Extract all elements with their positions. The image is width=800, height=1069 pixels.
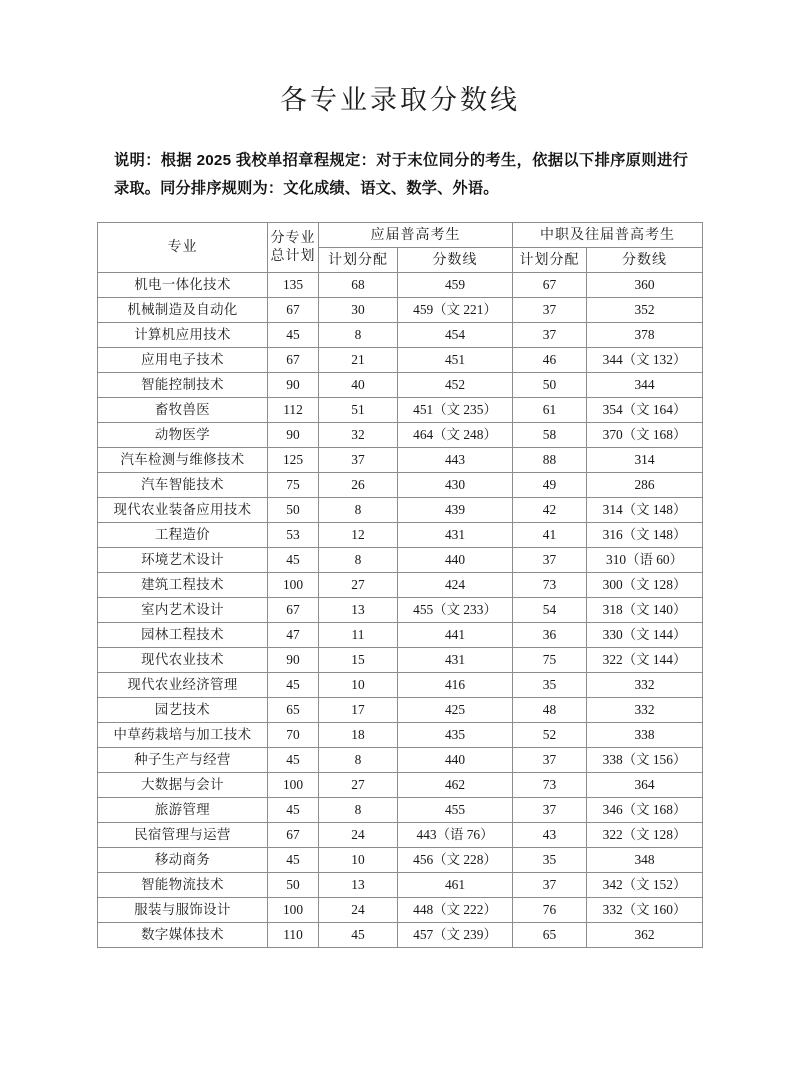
- cell-major: 现代农业经济管理: [98, 673, 268, 698]
- cell-total: 90: [268, 423, 319, 448]
- cell-major: 园艺技术: [98, 698, 268, 723]
- table-row: [98, 573, 703, 598]
- cell-major: 现代农业技术: [98, 648, 268, 673]
- cell-score-fresh: 451: [398, 348, 513, 373]
- cell-score-voc: 330（文 144）: [587, 623, 703, 648]
- cell-score-fresh: 451（文 235）: [398, 398, 513, 423]
- cell-score-fresh: 431: [398, 648, 513, 673]
- cell-major: 园林工程技术: [98, 623, 268, 648]
- cell-plan-fresh: 11: [319, 623, 398, 648]
- cell-plan-fresh: 45: [319, 923, 398, 948]
- cell-score-voc: 300（文 128）: [587, 573, 703, 598]
- cell-score-fresh: 441: [398, 623, 513, 648]
- cell-score-voc: 316（文 148）: [587, 523, 703, 548]
- cell-total: 45: [268, 748, 319, 773]
- admission-score-table: [97, 222, 703, 948]
- cell-score-fresh: 462: [398, 773, 513, 798]
- header-total-plan: 分专业总计划: [268, 223, 319, 273]
- cell-score-fresh: 459: [398, 273, 513, 298]
- table-row: [98, 923, 703, 948]
- cell-plan-voc: 46: [513, 348, 587, 373]
- cell-plan-voc: 37: [513, 798, 587, 823]
- cell-total: 45: [268, 848, 319, 873]
- header-voc-plan-alloc: 计划分配: [513, 248, 587, 273]
- cell-score-voc: 314（文 148）: [587, 498, 703, 523]
- cell-score-fresh: 464（文 248）: [398, 423, 513, 448]
- cell-plan-fresh: 24: [319, 898, 398, 923]
- cell-score-fresh: 425: [398, 698, 513, 723]
- table-row: [98, 398, 703, 423]
- cell-total: 75: [268, 473, 319, 498]
- cell-major: 现代农业装备应用技术: [98, 498, 268, 523]
- header-fresh-plan-alloc: 计划分配: [319, 248, 398, 273]
- page-title: 各专业录取分数线: [280, 85, 520, 115]
- table-row: [98, 648, 703, 673]
- cell-score-voc: 322（文 128）: [587, 823, 703, 848]
- cell-plan-fresh: 10: [319, 673, 398, 698]
- table-row: [98, 298, 703, 323]
- cell-score-fresh: 461: [398, 873, 513, 898]
- cell-plan-fresh: 8: [319, 323, 398, 348]
- cell-plan-fresh: 17: [319, 698, 398, 723]
- cell-total: 90: [268, 648, 319, 673]
- table-row: [98, 748, 703, 773]
- cell-score-fresh: 455: [398, 798, 513, 823]
- cell-plan-voc: 37: [513, 298, 587, 323]
- cell-plan-voc: 43: [513, 823, 587, 848]
- table-row: [98, 598, 703, 623]
- cell-total: 53: [268, 523, 319, 548]
- cell-plan-fresh: 30: [319, 298, 398, 323]
- cell-score-fresh: 424: [398, 573, 513, 598]
- cell-plan-voc: 37: [513, 748, 587, 773]
- cell-plan-voc: 37: [513, 873, 587, 898]
- header-major: 专业: [98, 223, 268, 273]
- cell-plan-fresh: 8: [319, 748, 398, 773]
- cell-score-fresh: 439: [398, 498, 513, 523]
- cell-score-fresh: 454: [398, 323, 513, 348]
- cell-total: 100: [268, 773, 319, 798]
- cell-total: 67: [268, 348, 319, 373]
- cell-major: 智能物流技术: [98, 873, 268, 898]
- cell-total: 45: [268, 323, 319, 348]
- cell-score-fresh: 416: [398, 673, 513, 698]
- cell-score-fresh: 459（文 221）: [398, 298, 513, 323]
- table-row: [98, 448, 703, 473]
- cell-score-voc: 344: [587, 373, 703, 398]
- cell-total: 67: [268, 823, 319, 848]
- cell-score-voc: 342（文 152）: [587, 873, 703, 898]
- cell-score-fresh: 456（文 228）: [398, 848, 513, 873]
- cell-total: 100: [268, 898, 319, 923]
- cell-plan-voc: 76: [513, 898, 587, 923]
- cell-plan-voc: 48: [513, 698, 587, 723]
- header-voc-score-line: 分数线: [587, 248, 703, 273]
- cell-plan-voc: 54: [513, 598, 587, 623]
- table-row: [98, 723, 703, 748]
- cell-total: 67: [268, 598, 319, 623]
- cell-plan-fresh: 26: [319, 473, 398, 498]
- cell-total: 45: [268, 548, 319, 573]
- cell-total: 135: [268, 273, 319, 298]
- cell-plan-voc: 35: [513, 848, 587, 873]
- table-body: [98, 273, 703, 948]
- table-row: [98, 898, 703, 923]
- cell-major: 机电一体化技术: [98, 273, 268, 298]
- cell-major: 应用电子技术: [98, 348, 268, 373]
- cell-plan-voc: 61: [513, 398, 587, 423]
- cell-score-fresh: 440: [398, 548, 513, 573]
- cell-score-voc: 352: [587, 298, 703, 323]
- cell-total: 100: [268, 573, 319, 598]
- cell-plan-voc: 75: [513, 648, 587, 673]
- cell-plan-voc: 37: [513, 323, 587, 348]
- cell-score-voc: 286: [587, 473, 703, 498]
- table-row: [98, 348, 703, 373]
- cell-plan-fresh: 27: [319, 773, 398, 798]
- header-group-vocational: 中职及往届普高考生: [513, 223, 703, 248]
- cell-score-voc: 314: [587, 448, 703, 473]
- cell-plan-fresh: 8: [319, 548, 398, 573]
- cell-plan-fresh: 32: [319, 423, 398, 448]
- cell-score-voc: 338（文 156）: [587, 748, 703, 773]
- cell-major: 工程造价: [98, 523, 268, 548]
- cell-major: 动物医学: [98, 423, 268, 448]
- cell-total: 45: [268, 798, 319, 823]
- cell-plan-voc: 49: [513, 473, 587, 498]
- cell-plan-voc: 73: [513, 773, 587, 798]
- cell-total: 50: [268, 873, 319, 898]
- cell-score-fresh: 443: [398, 448, 513, 473]
- cell-plan-voc: 36: [513, 623, 587, 648]
- cell-major: 汽车检测与维修技术: [98, 448, 268, 473]
- cell-total: 45: [268, 673, 319, 698]
- cell-plan-fresh: 8: [319, 798, 398, 823]
- cell-plan-voc: 41: [513, 523, 587, 548]
- table-row: [98, 373, 703, 398]
- cell-score-voc: 370（文 168）: [587, 423, 703, 448]
- header-group-fresh: 应届普高考生: [319, 223, 513, 248]
- cell-plan-fresh: 21: [319, 348, 398, 373]
- cell-score-fresh: 443（语 76）: [398, 823, 513, 848]
- cell-major: 中草药栽培与加工技术: [98, 723, 268, 748]
- table-row: [98, 273, 703, 298]
- cell-plan-fresh: 10: [319, 848, 398, 873]
- table-header-row-1: [98, 223, 703, 248]
- cell-total: 125: [268, 448, 319, 473]
- cell-plan-voc: 50: [513, 373, 587, 398]
- table-row: [98, 323, 703, 348]
- cell-plan-fresh: 18: [319, 723, 398, 748]
- document-note: 说明：根据 2025 我校单招章程规定：对于末位同分的考生，依据以下排序原则进行录取。同分排序规则为：文化成绩、语文、数学、外语。: [114, 152, 688, 198]
- cell-major: 种子生产与经营: [98, 748, 268, 773]
- cell-score-voc: 346（文 168）: [587, 798, 703, 823]
- cell-plan-voc: 35: [513, 673, 587, 698]
- cell-score-fresh: 435: [398, 723, 513, 748]
- cell-score-fresh: 440: [398, 748, 513, 773]
- cell-plan-voc: 67: [513, 273, 587, 298]
- cell-plan-fresh: 40: [319, 373, 398, 398]
- cell-plan-fresh: 15: [319, 648, 398, 673]
- cell-score-voc: 360: [587, 273, 703, 298]
- table-row: [98, 848, 703, 873]
- cell-plan-voc: 73: [513, 573, 587, 598]
- cell-score-fresh: 455（文 233）: [398, 598, 513, 623]
- cell-score-fresh: 430: [398, 473, 513, 498]
- cell-major: 畜牧兽医: [98, 398, 268, 423]
- cell-plan-voc: 52: [513, 723, 587, 748]
- cell-plan-fresh: 27: [319, 573, 398, 598]
- cell-total: 70: [268, 723, 319, 748]
- cell-plan-fresh: 13: [319, 598, 398, 623]
- cell-score-voc: 354（文 164）: [587, 398, 703, 423]
- header-fresh-score-line: 分数线: [398, 248, 513, 273]
- cell-score-fresh: 431: [398, 523, 513, 548]
- cell-major: 室内艺术设计: [98, 598, 268, 623]
- table-header: [98, 223, 703, 273]
- cell-score-voc: 362: [587, 923, 703, 948]
- cell-score-voc: 332（文 160）: [587, 898, 703, 923]
- cell-plan-voc: 58: [513, 423, 587, 448]
- table-row: [98, 698, 703, 723]
- cell-major: 环境艺术设计: [98, 548, 268, 573]
- cell-score-voc: 332: [587, 698, 703, 723]
- table-row: [98, 623, 703, 648]
- cell-major: 移动商务: [98, 848, 268, 873]
- cell-plan-fresh: 13: [319, 873, 398, 898]
- cell-total: 65: [268, 698, 319, 723]
- cell-score-fresh: 452: [398, 373, 513, 398]
- table-row: [98, 498, 703, 523]
- cell-major: 建筑工程技术: [98, 573, 268, 598]
- cell-score-voc: 338: [587, 723, 703, 748]
- cell-total: 110: [268, 923, 319, 948]
- table-row: [98, 473, 703, 498]
- cell-major: 民宿管理与运营: [98, 823, 268, 848]
- cell-plan-fresh: 12: [319, 523, 398, 548]
- cell-score-voc: 378: [587, 323, 703, 348]
- cell-plan-fresh: 51: [319, 398, 398, 423]
- cell-score-voc: 344（文 132）: [587, 348, 703, 373]
- cell-major: 旅游管理: [98, 798, 268, 823]
- cell-plan-voc: 37: [513, 548, 587, 573]
- cell-total: 112: [268, 398, 319, 423]
- cell-plan-fresh: 8: [319, 498, 398, 523]
- cell-plan-voc: 65: [513, 923, 587, 948]
- table-row: [98, 873, 703, 898]
- cell-plan-fresh: 37: [319, 448, 398, 473]
- cell-total: 90: [268, 373, 319, 398]
- cell-total: 47: [268, 623, 319, 648]
- cell-total: 50: [268, 498, 319, 523]
- cell-score-voc: 322（文 144）: [587, 648, 703, 673]
- cell-major: 数字媒体技术: [98, 923, 268, 948]
- cell-score-voc: 332: [587, 673, 703, 698]
- cell-major: 机械制造及自动化: [98, 298, 268, 323]
- cell-major: 服装与服饰设计: [98, 898, 268, 923]
- table-row: [98, 548, 703, 573]
- cell-score-fresh: 448（文 222）: [398, 898, 513, 923]
- cell-plan-voc: 42: [513, 498, 587, 523]
- cell-total: 67: [268, 298, 319, 323]
- table-row: [98, 798, 703, 823]
- cell-plan-fresh: 68: [319, 273, 398, 298]
- cell-major: 汽车智能技术: [98, 473, 268, 498]
- table-row: [98, 773, 703, 798]
- cell-major: 大数据与会计: [98, 773, 268, 798]
- cell-major: 计算机应用技术: [98, 323, 268, 348]
- table-row: [98, 673, 703, 698]
- cell-score-voc: 364: [587, 773, 703, 798]
- cell-score-voc: 310（语 60）: [587, 548, 703, 573]
- table-row: [98, 423, 703, 448]
- cell-major: 智能控制技术: [98, 373, 268, 398]
- table-row: [98, 823, 703, 848]
- cell-score-voc: 318（文 140）: [587, 598, 703, 623]
- cell-score-voc: 348: [587, 848, 703, 873]
- cell-plan-voc: 88: [513, 448, 587, 473]
- score-table-container: [0, 203, 800, 948]
- table-row: [98, 523, 703, 548]
- cell-plan-fresh: 24: [319, 823, 398, 848]
- cell-score-fresh: 457（文 239）: [398, 923, 513, 948]
